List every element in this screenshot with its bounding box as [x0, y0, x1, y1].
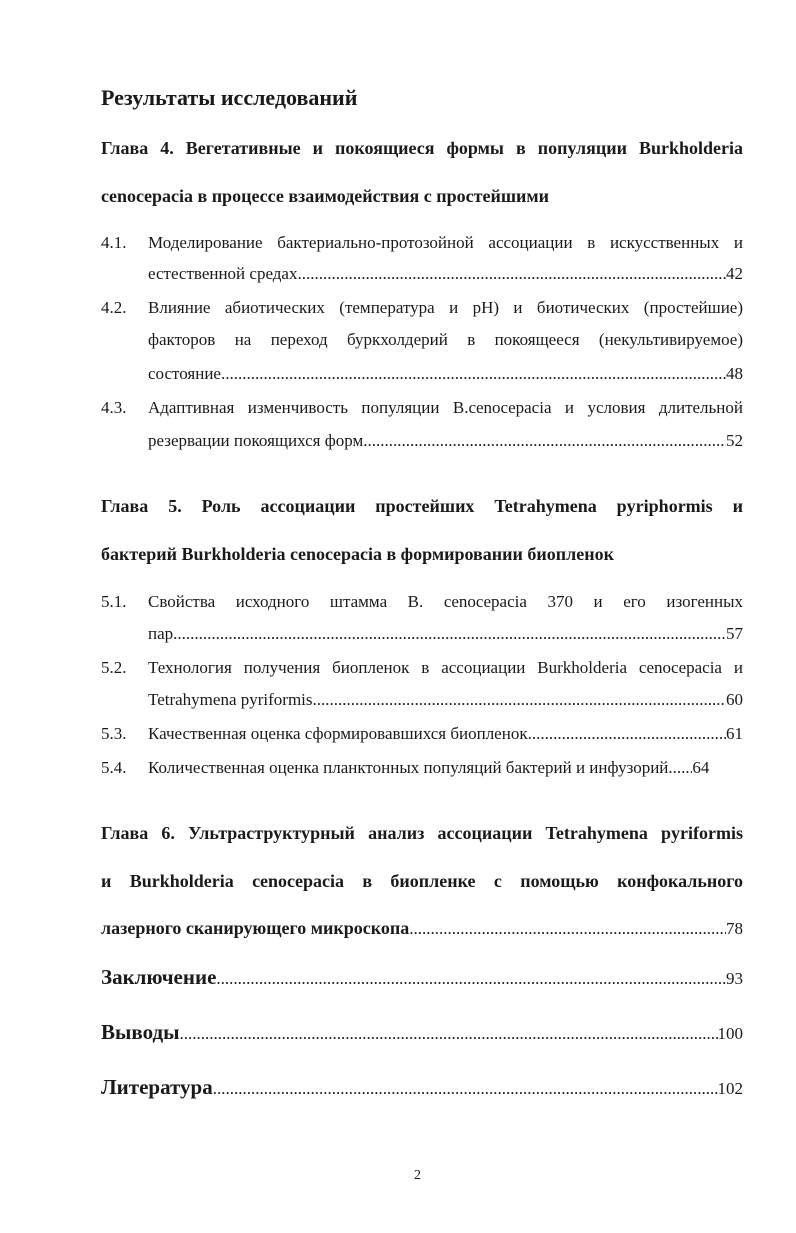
toc-item-text: пар [148, 624, 174, 643]
toc-item-leader [148, 758, 743, 778]
literature-label: Литература [101, 1075, 213, 1099]
toc-item-leader [148, 431, 743, 451]
toc-item-leader [101, 965, 743, 990]
item-number: 4.1. [101, 233, 127, 252]
item-number: 4.2. [101, 298, 127, 317]
toc-item-leader [101, 918, 743, 939]
toc-item-leader [101, 1020, 743, 1045]
dot-leader [313, 690, 726, 710]
item-number: 5.1. [101, 592, 127, 611]
dot-leader [668, 758, 692, 778]
dot-leader [363, 431, 726, 451]
toc-item-text: Адаптивная изменчивость популяции B.cenocepacia и условия длительной [148, 398, 743, 417]
toc-item-text: Свойства исходного штамма B. cenocepacia 370 и его изогенных [148, 592, 743, 611]
dot-leader [216, 969, 726, 989]
chapter6-title-line2: и Burkholderia cenocepacia в биопленке с помощью конфокального [101, 871, 743, 891]
item-number: 5.3. [101, 724, 127, 743]
toc-page-number: 102 [717, 1079, 743, 1098]
item-number: 4.3. [101, 398, 127, 417]
toc-page-number: 78 [726, 919, 743, 938]
toc-page-number: 60 [726, 690, 743, 709]
toc-item-text: факторов на переход буркхолдерий в покоящееся (некультивируемое) [148, 330, 743, 349]
toc-page-number: 57 [726, 624, 743, 643]
toc-item-text: Количественная оценка планктонных популяций бактерий и инфузорий [148, 758, 669, 777]
toc-page-number: 61 [726, 724, 743, 743]
toc-item-leader [148, 364, 743, 384]
toc-item-leader [148, 690, 743, 710]
toc-item-text: естественной средах [148, 264, 298, 283]
dot-leader [528, 724, 726, 744]
toc-item-leader [148, 624, 743, 644]
results-heading: Результаты исследований [101, 85, 358, 110]
toc-item-text: Качественная оценка сформировавшихся биопленок [148, 724, 528, 743]
dot-leader [409, 919, 726, 939]
chapter6-title-line3: лазерного сканирующего микроскопа [101, 918, 410, 938]
toc-item-text: резервации покоящихся форм [148, 431, 364, 450]
chapter4-title-line1: Глава 4. Вегетативные и покоящиеся формы в популяции Burkholderia [101, 138, 743, 158]
item-number: 5.2. [101, 658, 127, 677]
dot-leader [297, 264, 726, 284]
dot-leader [180, 1024, 718, 1044]
chapter5-title-line1: Глава 5. Роль ассоциации простейших Tetrahymena pyriphormis и [101, 496, 743, 516]
toc-page-number: 42 [726, 264, 743, 283]
conclusion-label: Заключение [101, 965, 217, 989]
toc-item-text: Tetrahymena pyriformis [148, 690, 313, 709]
toc-item-leader [148, 264, 743, 284]
toc-item-text: Влияние абиотических (температура и pH) и биотических (простейшие) [148, 298, 743, 317]
findings-label: Выводы [101, 1020, 180, 1044]
toc-item-leader [148, 724, 743, 744]
chapter6-title-line1: Глава 6. Ультраструктурный анализ ассоциации Tetrahymena pyriformis [101, 823, 743, 843]
toc-page-number: 48 [726, 364, 743, 383]
toc-page-number: 64 [692, 758, 710, 777]
toc-page-number: 52 [726, 431, 743, 450]
toc-item-text: состояние [148, 364, 221, 383]
dot-leader [173, 624, 726, 644]
dot-leader [213, 1079, 718, 1099]
chapter4-title-line2: cenocepacia в процессе взаимодействия с простейшими [101, 186, 550, 206]
chapter5-title-line2: бактерий Burkholderia cenocepacia в формировании биопленок [101, 544, 614, 564]
toc-item-text: Технология получения биопленок в ассоциации Burkholderia cenocepacia и [148, 658, 743, 677]
dot-leader [221, 364, 726, 384]
toc-page-number: 100 [717, 1024, 743, 1043]
toc-page-number: 93 [726, 969, 743, 988]
toc-item-leader [101, 1075, 743, 1100]
item-number: 5.4. [101, 758, 127, 777]
toc-item-text: Моделирование бактериально-протозойной ассоциации в искусственных и [148, 233, 743, 252]
page-number: 2 [414, 1168, 421, 1183]
